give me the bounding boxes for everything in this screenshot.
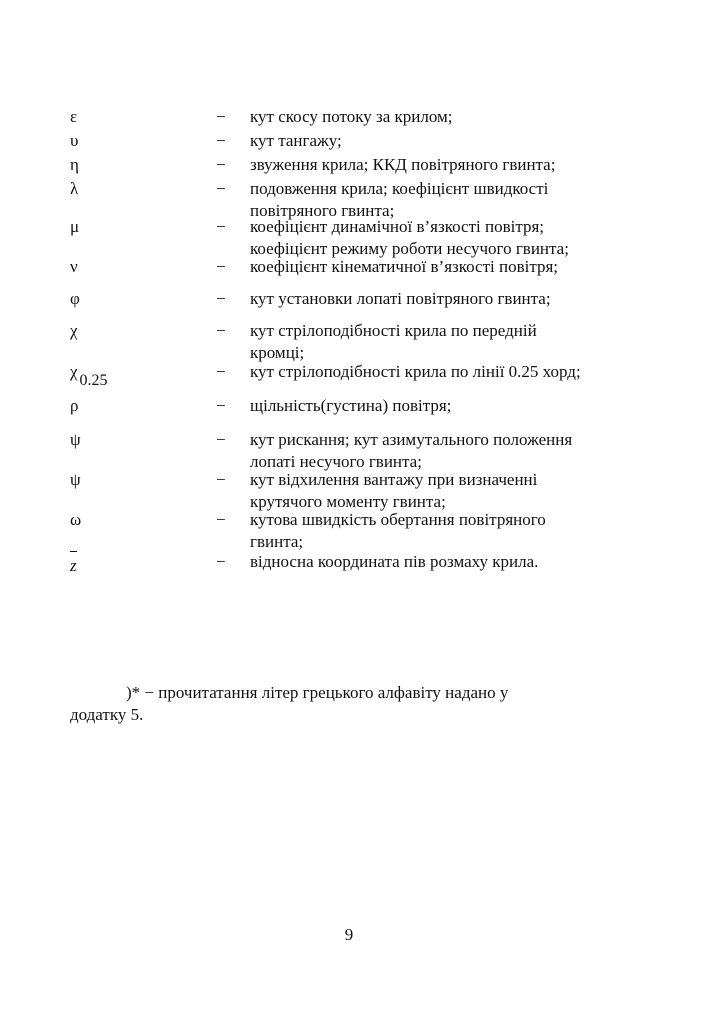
symbol (70, 551, 77, 577)
symbol-description (250, 509, 670, 553)
dash-separator: − (216, 131, 226, 150)
description-line: звуження крила; ККД повітряного гвинта; (250, 155, 556, 174)
symbol-description (250, 429, 670, 473)
description-line: коефіцієнт динамічної в’язкості повітря; (250, 217, 544, 236)
dash-separator: − (216, 396, 226, 415)
symbol-letter: ψ (70, 470, 81, 489)
symbol-entry (70, 154, 670, 176)
symbol-letter: z (70, 556, 77, 575)
symbol-entry (70, 320, 670, 364)
symbol (70, 395, 78, 417)
symbol-letter: φ (70, 289, 80, 308)
description-line: кут рискання; кут азимутального положення (250, 430, 573, 449)
symbol-entry (70, 288, 670, 310)
symbol-description (250, 130, 670, 152)
dash-separator: − (216, 257, 226, 276)
symbol (70, 154, 79, 176)
symbol (70, 288, 80, 310)
symbol-description (250, 106, 670, 128)
description-line: кут відхилення вантажу при визначенні (250, 470, 538, 489)
symbol-entry (70, 256, 670, 278)
symbol-letter: ε (70, 107, 78, 126)
dash-separator: − (216, 179, 226, 198)
description-line: кут тангажу; (250, 131, 342, 150)
symbol-letter: η (70, 155, 79, 174)
symbol (70, 256, 78, 278)
dash-separator: − (216, 470, 226, 489)
dash-separator: − (216, 289, 226, 308)
symbol-letter: χ (70, 321, 78, 340)
symbol (70, 216, 79, 238)
description-line: кут стрілоподібності крила по лінії 0.25 хорд; (250, 362, 581, 381)
symbol-entry (70, 106, 670, 128)
symbol-subscript: 0.25 (79, 372, 108, 389)
symbol (70, 320, 78, 342)
symbol-entry (70, 216, 670, 260)
description-line: гвинта; (250, 532, 304, 551)
symbol (70, 178, 78, 200)
dash-separator: − (216, 155, 226, 174)
page-number: 9 (344, 925, 354, 944)
symbol-entry (70, 469, 670, 513)
symbol (70, 361, 108, 389)
symbol-description (250, 256, 670, 278)
symbol-description (250, 551, 670, 573)
description-line: кутова швидкість обертання повітряного (250, 510, 546, 529)
symbol-description (250, 288, 670, 310)
symbol-description (250, 469, 670, 513)
dash-separator: − (216, 362, 226, 381)
description-line: подовження крила; коефіцієнт швидкості (250, 179, 549, 198)
description-line: відносна координата пів розмаху крила. (250, 552, 539, 571)
dash-separator: − (216, 217, 226, 236)
symbol-letter: υ (70, 131, 79, 150)
symbol-letter: λ (70, 179, 79, 198)
dash-separator: − (216, 107, 226, 126)
symbol-description (250, 216, 670, 260)
description-line: кут скосу потоку за крилом; (250, 107, 453, 126)
symbol (70, 469, 81, 491)
description-line: кромці; (250, 343, 305, 362)
symbol (70, 130, 78, 152)
symbol-entry (70, 395, 670, 417)
description-line: кут установки лопаті повітряного гвинта; (250, 289, 551, 308)
symbol-entry (70, 429, 670, 473)
dash-separator: − (216, 510, 226, 529)
symbol-letter: χ (70, 362, 78, 381)
symbol-description (250, 154, 670, 176)
symbol-description (250, 320, 670, 364)
dash-separator: − (216, 321, 226, 340)
dash-separator: − (216, 430, 226, 449)
footnote-line-2: додатку 5. (70, 705, 144, 724)
symbol-entry (70, 509, 670, 553)
symbol-letter: ω (70, 510, 82, 529)
description-line: повітряного гвинта; (250, 201, 395, 220)
symbol-entry (70, 551, 670, 573)
overbar-symbol (70, 551, 77, 577)
description-line: лопаті несучого гвинта; (250, 452, 422, 471)
description-line: кут стрілоподібності крила по передній (250, 321, 537, 340)
description-line: щільність(густина) повітря; (250, 396, 452, 415)
symbol-description (250, 395, 670, 417)
description-line: коефіцієнт кінематичної в’язкості повітря; (250, 257, 559, 276)
symbol-entry (70, 361, 670, 389)
symbol-letter: μ (70, 217, 80, 236)
dash-separator: − (216, 552, 226, 571)
footnote-line-1: )* − прочитатання літер грецького алфавіту надано у (126, 683, 509, 702)
symbol-letter: ρ (70, 396, 79, 415)
symbol (70, 509, 81, 531)
symbol-letter: ν (70, 257, 78, 276)
symbol-description (250, 361, 670, 383)
symbol (70, 106, 77, 128)
overbar-line (70, 551, 77, 552)
footnote (70, 682, 590, 726)
symbol (70, 429, 81, 451)
symbol-entry (70, 130, 670, 152)
symbol-letter: ψ (70, 430, 81, 449)
description-line: крутячого моменту гвинта; (250, 492, 446, 511)
description-line: коефіцієнт режиму роботи несучого гвинта; (250, 239, 569, 258)
